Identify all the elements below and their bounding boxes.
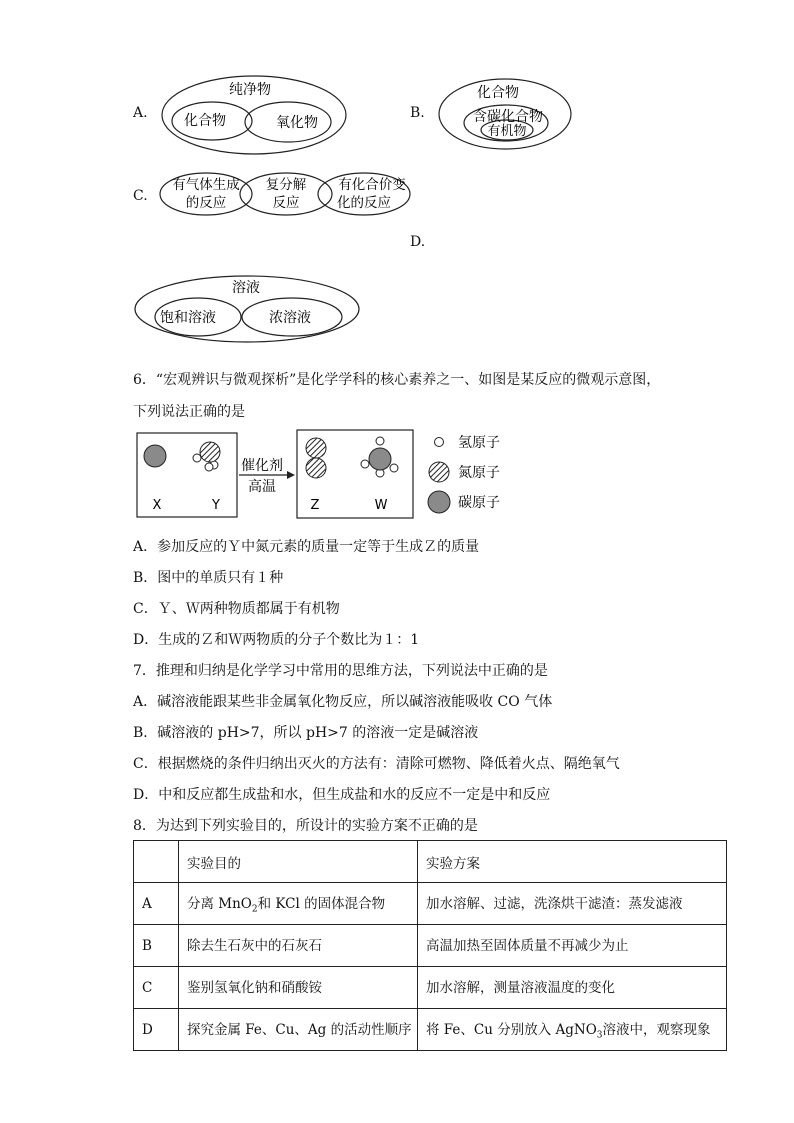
label-solution: 溶液: [232, 280, 260, 296]
row-plan: 加水溶解，测量溶液温度的变化: [418, 967, 727, 1009]
table-row: [134, 1009, 727, 1051]
arrow-head: [287, 471, 295, 479]
q6-option-d: D．生成的Ｚ和Ｗ两物质的分子个数比为１：1: [133, 632, 420, 648]
label-valence-line1: 有化合价变: [338, 177, 406, 193]
nitrogen-atom-z: [306, 438, 326, 458]
label-concentrated: 浓溶液: [269, 310, 311, 326]
hydrogen-atom: [361, 460, 369, 468]
row-key: B: [134, 925, 179, 967]
hydrogen-atom: [193, 454, 201, 462]
q7-option-c: C．根据燃烧的条件归纳出灭火的方法有：清除可燃物、降低着火点、隔绝氧气: [133, 756, 620, 772]
carbon-atom-x: [144, 445, 166, 467]
label-valence-line2: 化的反应: [337, 195, 391, 211]
venn-diagram-c: [158, 171, 414, 217]
q6-option-a: A．参加反应的Ｙ中氮元素的质量一定等于生成Ｚ的质量: [133, 539, 480, 555]
legend-carbon-label: 碳原子: [458, 495, 500, 511]
label-carbon-compound: 含碳化合物: [473, 109, 543, 125]
label-compound: 化合物: [184, 113, 226, 129]
table-header-row: [134, 841, 727, 883]
q8-stem: 8．为达到下列实验目的，所设计的实验方案不正确的是: [133, 818, 478, 834]
nitrogen-atom-z: [306, 458, 326, 478]
hydrogen-atom: [390, 464, 398, 472]
carbon-atom-w: [369, 448, 391, 470]
venn-diagram-d: [133, 273, 363, 345]
label-y: Y: [212, 498, 220, 513]
row-plan: 加水溶解、过滤，洗涤烘干滤渣：蒸发滤液: [418, 883, 727, 925]
label-oxide: 氧化物: [276, 115, 318, 131]
q6-stem-line2: 下列说法正确的是: [133, 404, 245, 420]
label-x: X: [152, 498, 162, 513]
q7-option-d: D．中和反应都生成盐和水，但生成盐和水的反应不一定是中和反应: [133, 787, 551, 803]
legend-carbon-icon: [428, 491, 450, 513]
header-cell-goal: 实验目的: [179, 841, 418, 883]
legend-hydrogen-label: 氢原子: [458, 435, 500, 451]
venn-diagram-a: [160, 74, 348, 156]
option-a-label: A.: [133, 105, 148, 121]
hydrogen-atom: [205, 463, 213, 471]
reaction-diagram: [135, 427, 515, 522]
q6-option-b: B．图中的单质只有１种: [133, 570, 284, 586]
header-cell-blank: [134, 841, 179, 883]
q6-option-c: C．Ｙ、Ｗ两种物质都属于有机物: [133, 601, 340, 617]
nitrogen-atom-y: [200, 442, 220, 462]
option-c-label: C.: [133, 188, 148, 204]
row-goal: 探究金属 Fe、Cu、Ag 的活动性顺序: [179, 1009, 418, 1051]
hydrogen-atom: [376, 437, 384, 445]
label-w: W: [374, 498, 388, 513]
legend-nitrogen-label: 氮原子: [458, 465, 500, 481]
label-compound: 化合物: [477, 85, 519, 101]
row-plan: 高温加热至固体质量不再减少为止: [418, 925, 727, 967]
header-cell-plan: 实验方案: [418, 841, 727, 883]
label-organic: 有机物: [487, 124, 527, 139]
row-key: D: [134, 1009, 179, 1051]
table-row: [134, 967, 727, 1009]
label-gas-line2: 的反应: [185, 195, 227, 211]
option-b-label: B.: [410, 105, 425, 121]
label-double-decomp-line1: 复分解: [265, 177, 307, 193]
row-key: A: [134, 883, 179, 925]
q6-stem-line1: 6．“宏观辨识与微观探析”是化学学科的核心素养之一、如图是某反应的微观示意图，: [133, 372, 661, 388]
legend-nitrogen-icon: [429, 462, 449, 482]
legend-hydrogen-icon: [435, 438, 444, 447]
option-d-label: D.: [410, 234, 426, 250]
label-gas-line1: 有气体生成: [172, 177, 240, 193]
table-row: [134, 925, 727, 967]
row-goal: 鉴别氢氧化钠和硝酸铵: [179, 967, 418, 1009]
q7-stem: 7．推理和归纳是化学学习中常用的思维方法，下列说法中正确的是: [133, 663, 548, 679]
venn-diagram-b: [437, 76, 575, 152]
table-row: [134, 883, 727, 925]
label-double-decomp-line2: 反应: [272, 195, 300, 211]
row-plan: 将 Fe、Cu 分别放入 AgNO$_3$溶液中，观察现象: [418, 1009, 727, 1051]
row-goal: 除去生石灰中的石灰石: [179, 925, 418, 967]
row-key: C: [134, 967, 179, 1009]
condition-label: 高温: [248, 479, 276, 495]
catalyst-label: 催化剂: [241, 458, 283, 474]
label-z: Z: [310, 498, 320, 513]
label-pure-substance: 纯净物: [229, 82, 271, 98]
q7-option-b: B．碱溶液的 pH>7，所以 pH>7 的溶液一定是碱溶液: [133, 725, 479, 741]
row-goal: 分离 MnO$_2$和 KCl 的固体混合物: [179, 883, 418, 925]
label-saturated: 饱和溶液: [160, 310, 216, 326]
q7-option-a: A．碱溶液能跟某些非金属氧化物反应，所以碱溶液能吸收 CO 气体: [133, 694, 553, 710]
experiment-table: [133, 840, 727, 1051]
